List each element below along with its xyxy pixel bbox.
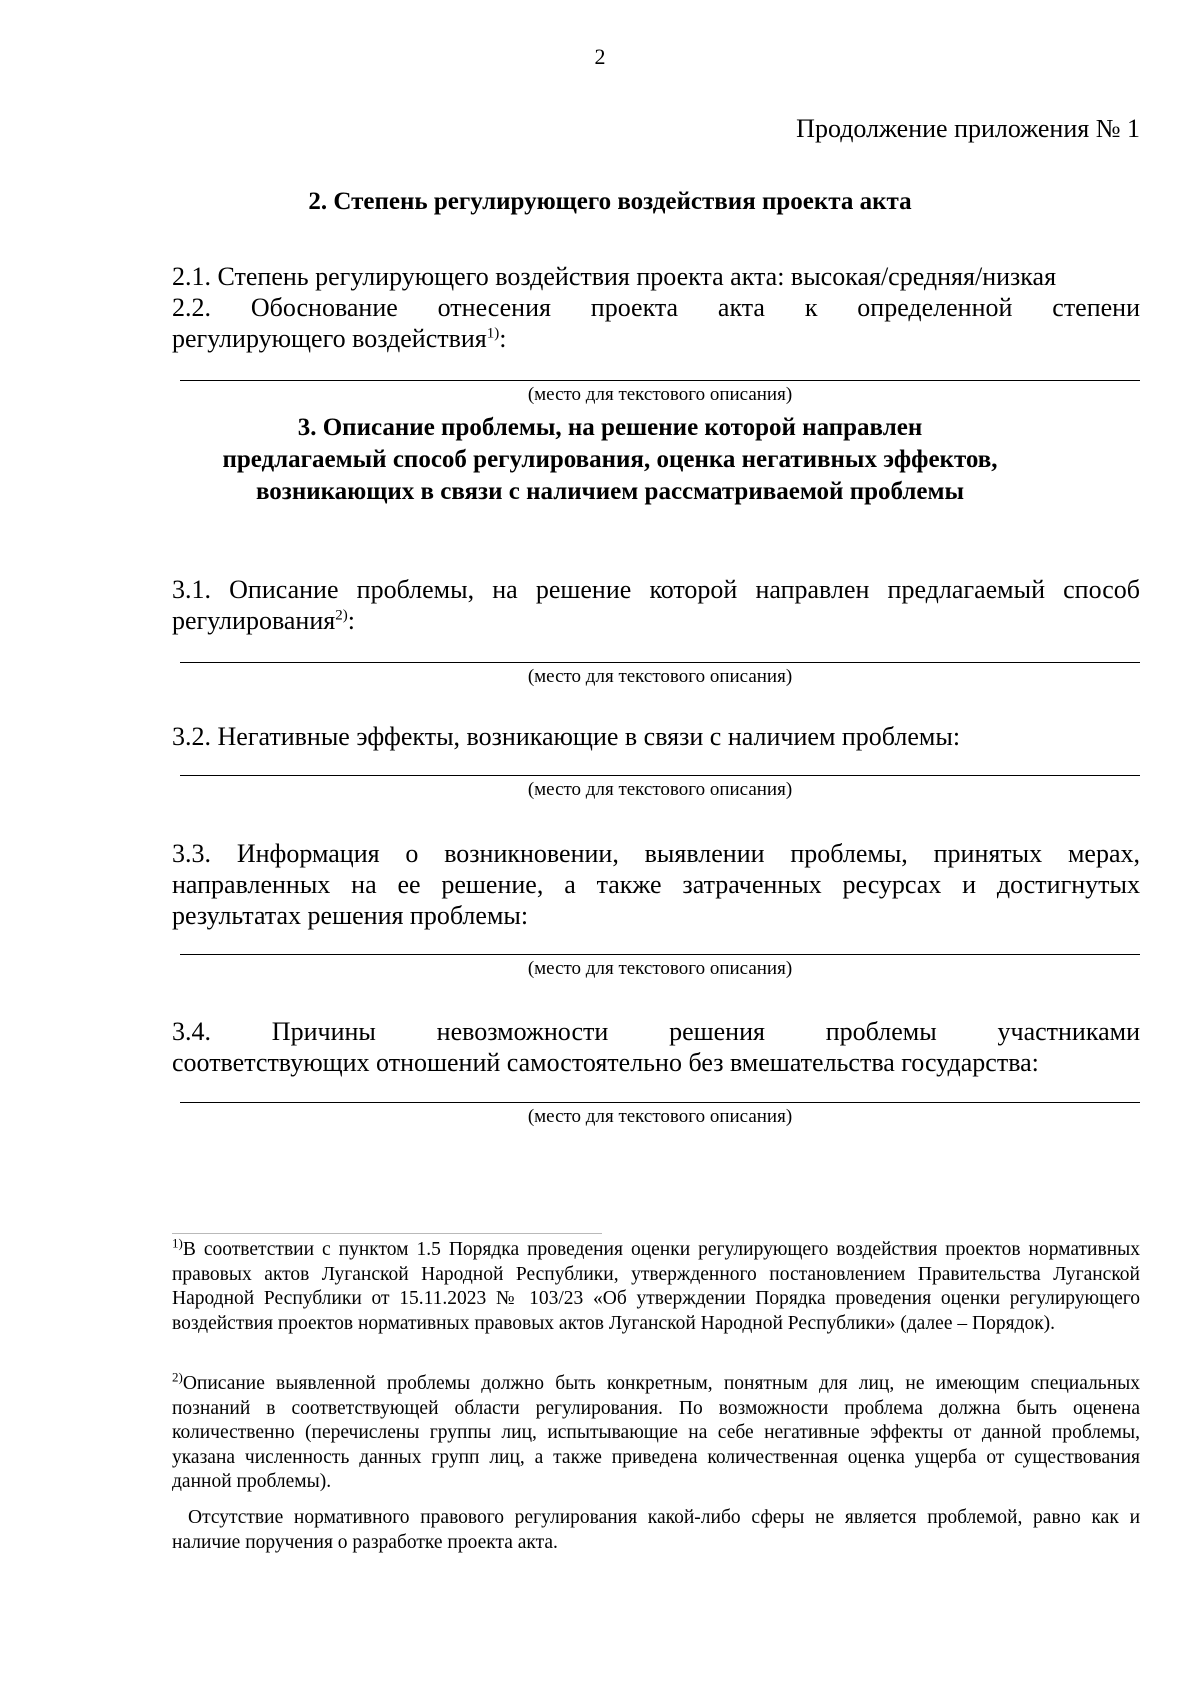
page-number: 2 xyxy=(594,44,606,69)
paragraph-3-1-text: регулирования xyxy=(172,606,336,635)
footnote-2-marker: 2) xyxy=(172,1369,183,1385)
footnote-1-text: В соответствии с пунктом 1.5 Порядка проведения оценки регулирующего воздействия проектов нормативных правовых актов Луганской Народной Республики, утвержденного постановлением Правительства Луганской Народной Республики от 15.11.2023 № 103/23 «Об утверждении Порядка проведения оценки регулирующего воздействия проектов нормативных правовых актов Луганской Народной Республики» (далее – Порядок). xyxy=(172,1239,1140,1334)
footnote-divider xyxy=(172,1233,602,1234)
paragraph-3-3: 3.3. Информация о возникновении, выявлении проблемы, принятых мерах, направленных на ее решение, а также затраченных ресурсах и достигнутых результатах решения проблемы: xyxy=(172,839,1140,930)
text-entry-caption-3-1: (место для текстового описания) xyxy=(527,666,793,687)
appendix-continuation-note: Продолжение приложения № 1 xyxy=(796,114,1140,143)
text-entry-line-2-2 xyxy=(180,380,1140,381)
text-entry-line-3-3 xyxy=(180,954,1140,955)
paragraph-3-1 xyxy=(172,574,1140,636)
footnote-1-marker: 1) xyxy=(172,1235,183,1251)
footnote-3: Отсутствие нормативного правового регулирования какой-либо сферы не является проблемой, равно как и наличие поручения о разработке проекта акта. xyxy=(172,1507,1140,1553)
text-entry-line-3-2 xyxy=(180,775,1140,776)
section-2-title: 2. Степень регулирующего воздействия проекта акта xyxy=(308,188,912,215)
paragraph-2-2 xyxy=(172,292,1140,354)
section-3-title-line-2: предлагаемый способ регулирования, оценка негативных эффектов, xyxy=(222,446,998,473)
text-entry-caption-3-4: (место для текстового описания) xyxy=(527,1106,793,1127)
paragraph-3-4-line-2: соответствующих отношений самостоятельно без вмешательства государства: xyxy=(172,1048,1039,1077)
paragraph-3-2 xyxy=(172,721,1140,752)
paragraph-2-2-colon: : xyxy=(499,324,507,353)
paragraph-3-2-text: 3.2. Негативные эффекты, возникающие в связи с наличием проблемы: xyxy=(172,722,961,751)
section-3-title xyxy=(170,412,1050,508)
footnote-1 xyxy=(172,1235,1140,1336)
paragraph-3-1-colon: : xyxy=(347,606,355,635)
section-3-title-line-3: возникающих в связи с наличием рассматриваемой проблемы xyxy=(255,478,965,505)
paragraph-2-1-text: 2.1. Степень регулирующего воздействия проекта акта: высокая/средняя/низкая xyxy=(172,262,1057,291)
paragraph-2-1 xyxy=(172,261,1140,292)
paragraph-2-2-line-2 xyxy=(172,323,1140,354)
paragraph-3-4-line-1: 3.4. Причины невозможности решения проблемы участниками xyxy=(172,1017,1140,1046)
section-3-title-line-1: 3. Описание проблемы, на решение которой направлен xyxy=(297,414,923,441)
paragraph-3-1-line-2 xyxy=(172,605,1140,636)
text-entry-line-3-4 xyxy=(180,1102,1140,1103)
footnote-ref-2[interactable]: 2) xyxy=(335,607,348,624)
text-entry-caption-2-2: (место для текстового описания) xyxy=(527,384,793,405)
paragraph-2-2-text: регулирующего воздействия xyxy=(172,324,487,353)
paragraph-2-2-line-1: 2.2. Обоснование отнесения проекта акта к определенной степени xyxy=(172,293,1140,322)
footnote-2-text: Описание выявленной проблемы должно быть конкретным, понятным для лиц, не имеющим специальных познаний в соответствующей области регулирования. По возможности проблема должна быть оценена количественно (перечислены группы лиц, испытывающие на себе негативные эффекты от данной проблемы, указана численность данных групп лиц, а также приведена количественная оценка ущерба от существования данной проблемы). xyxy=(172,1373,1140,1493)
text-entry-caption-3-3: (место для текстового описания) xyxy=(527,958,793,979)
text-entry-caption-3-2: (место для текстового описания) xyxy=(527,779,793,800)
text-entry-line-3-1 xyxy=(180,662,1140,663)
footnote-2 xyxy=(172,1369,1140,1495)
footnote-ref-1[interactable]: 1) xyxy=(486,325,500,342)
paragraph-3-4 xyxy=(172,1016,1140,1078)
paragraph-3-1-line-1: 3.1. Описание проблемы, на решение которой направлен предлагаемый способ xyxy=(172,575,1140,604)
